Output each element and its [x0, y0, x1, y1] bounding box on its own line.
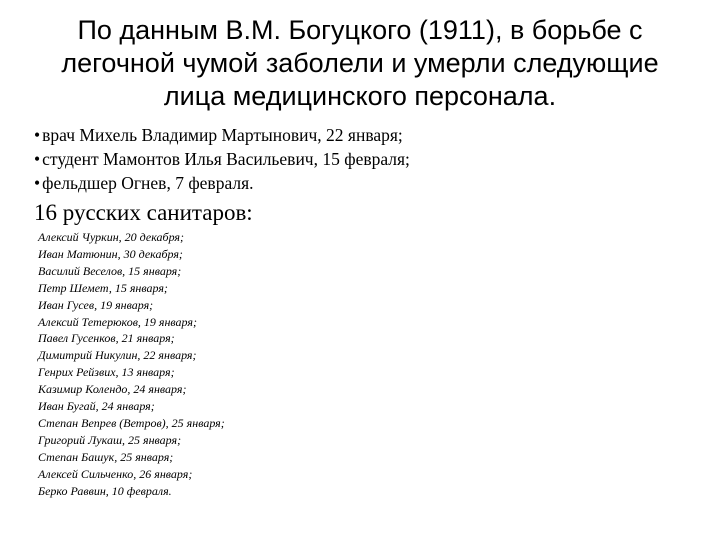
- bullet-item-student: • студент Мамонтов Илья Васильевич, 15 февраля;: [34, 147, 410, 171]
- bullet-item-paramedic: • фельдшер Огнев, 7 февраля.: [34, 171, 410, 195]
- orderlies-heading: 16 русских санитаров:: [34, 200, 253, 225]
- list-item: Павел Гусенков, 21 января;: [38, 331, 175, 346]
- title-line: По данным В.М. Богуцкого (1911), в борьбе с: [77, 15, 643, 45]
- list-item: Казимир Колендо, 24 января;: [38, 382, 187, 397]
- list-item: Иван Матюнин, 30 декабря;: [38, 246, 183, 261]
- list-item: Иван Гусев, 19 января;: [38, 297, 154, 312]
- list-item: Степан Вепрев (Ветров), 25 января;: [38, 415, 225, 430]
- list-item: Василий Веселов, 15 января;: [38, 263, 182, 278]
- slide-title: [36, 14, 684, 113]
- list-item: Иван Бугай, 24 января;: [38, 399, 155, 414]
- list-item: Алексий Чуркин, 20 декабря;: [38, 230, 184, 244]
- staff-bullet-list: [34, 123, 410, 195]
- list-item: Димитрий Никулин, 22 января;: [38, 348, 197, 363]
- list-item: Генрих Рейзвих, 13 января;: [38, 365, 175, 380]
- list-item: Степан Башук, 25 января;: [38, 449, 174, 464]
- list-item: Алексей Сильченко, 26 января;: [38, 466, 193, 481]
- list-item: Берко Раввин, 10 февраля.: [38, 483, 172, 498]
- bullet-item-doctor: • врач Михель Владимир Мартынович, 22 января;: [34, 123, 410, 147]
- list-item: Алексий Тетерюков, 19 января;: [38, 314, 197, 329]
- title-line: лица медицинского персонала.: [163, 81, 557, 111]
- orderlies-list: [38, 229, 225, 500]
- list-item: Григорий Лукаш, 25 января;: [38, 432, 182, 447]
- list-item: Петр Шемет, 15 января;: [38, 280, 168, 295]
- title-line: легочной чумой заболели и умерли следующие: [61, 48, 659, 78]
